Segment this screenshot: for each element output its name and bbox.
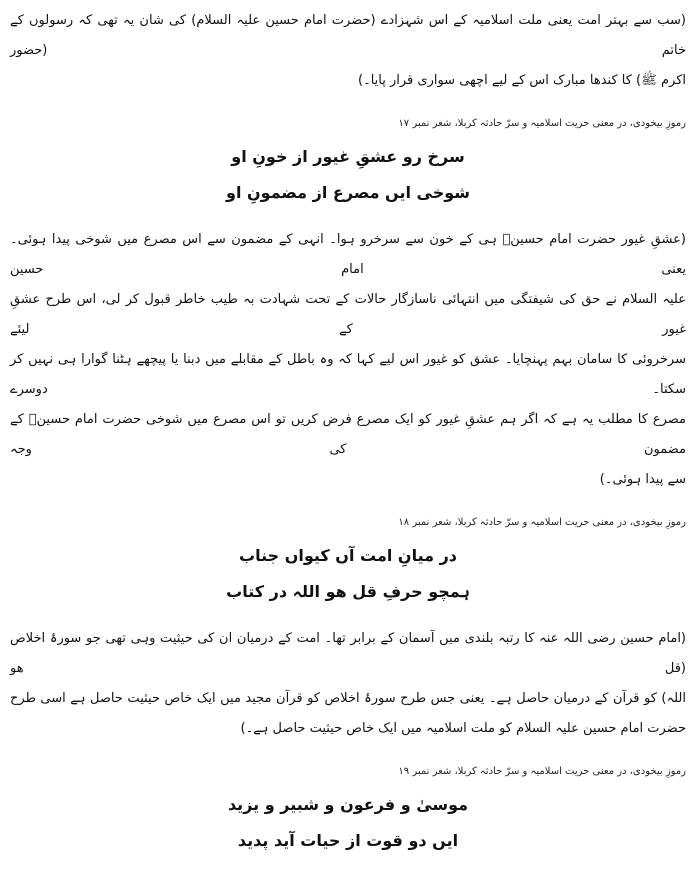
verse-line: سرخ رو عشقِ غیور از خونِ او — [231, 147, 465, 166]
paragraph-1 — [10, 6, 686, 96]
verse-block-1 — [10, 139, 686, 211]
verse-line: در میانِ امت آں کیواں جناب — [239, 546, 457, 565]
verse-line: ایں دو قوت از حیات آید پدید — [237, 831, 459, 850]
reference-citation: رموزِ بیخودی، در معنی حریت اسلامیہ و سرّ حادثہ کربلا، شعر نمبر ۱۹ — [398, 766, 686, 777]
paragraph-line: اکرم ﷺ) کا کندھا مبارک اس کے لیے اچھی سواری قرار پایا۔) — [358, 73, 686, 88]
paragraph-line: سے پیدا ہوئی۔) — [599, 472, 686, 487]
reference-citation: رموزِ بیخودی، در معنی حریت اسلامیہ و سرّ حادثہ کربلا، شعر نمبر ۱۷ — [398, 118, 686, 129]
paragraph-line: علیہ السلام نے حق کی شیفتگی میں انتہائی ناسازگار حالات کے تحت شہادت بہ طیب خاطر قبول کر لی، اس طرح عشقِ غیور کے لیئے — [10, 292, 686, 337]
paragraph-line: (عشقِ غیور حضرت امام حسینؓ ہی کے خون سے سرخرو ہوا۔ انہی کے مضمون سے اس مصرع میں شوخی پیدا ہوئی۔ یعنی امام حسین — [10, 232, 686, 277]
verse-block-3 — [10, 787, 686, 859]
reference-citation: رموزِ بیخودی، در معنی حریت اسلامیہ و سرّ حادثہ کربلا، شعر نمبر ۱۸ — [398, 517, 686, 528]
paragraph-line: (سب سے بہتر امت یعنی ملت اسلامیہ کے اس شہزادے (حضرت امام حسین علیہ السلام) کی شان یہ تھی کہ رسولوں کے خاتم (حضور — [10, 13, 686, 58]
verse-line: ہمچو حرفِ قل ھو اللہ در کتاب — [226, 582, 470, 601]
verse-line: موسیٰ و فرعون و شبیر و یزید — [227, 795, 469, 814]
verse-block-2 — [10, 538, 686, 610]
paragraph-2 — [10, 225, 686, 495]
paragraph-line: اللہ) کو قرآن کے درمیان حاصل ہے۔ یعنی جس طرح سورۂ اخلاص کو قرآن مجید میں ایک خاص حیثیت حاصل ہے اسی طرح — [10, 691, 686, 706]
paragraph-line: سرخروئی کا سامان بہم پہنچایا۔ عشق کو غیور اس لیے کہا کہ وہ باطل کے مقابلے میں دبنا یا پیچھے ہٹنا گوارا ہی نہیں کر سکتا۔ دوسرے — [10, 352, 686, 397]
paragraph-line: حضرت امام حسین علیہ السلام کو ملت اسلامیہ میں ایک خاص حیثیت حاصل ہے۔) — [240, 721, 686, 736]
paragraph-line: مصرع کا مطلب یہ ہے کہ اگر ہم عشقِ غیور کو ایک مصرع فرض کریں تو اس مصرع میں شوخی حضرت امام حسینؓ کے مضمون کی وجہ — [10, 412, 686, 457]
verse-line: شوخی ایں مصرع از مضمونِ او — [226, 183, 470, 202]
paragraph-3 — [10, 624, 686, 744]
paragraph-line: (امام حسین رضی اللہ عنہ کا رتبہ بلندی میں آسمان کے برابر تھا۔ امت کے درمیان ان کی حیثیت وہی تھی جو سورۂ اخلاص (قل ھو — [10, 631, 686, 676]
